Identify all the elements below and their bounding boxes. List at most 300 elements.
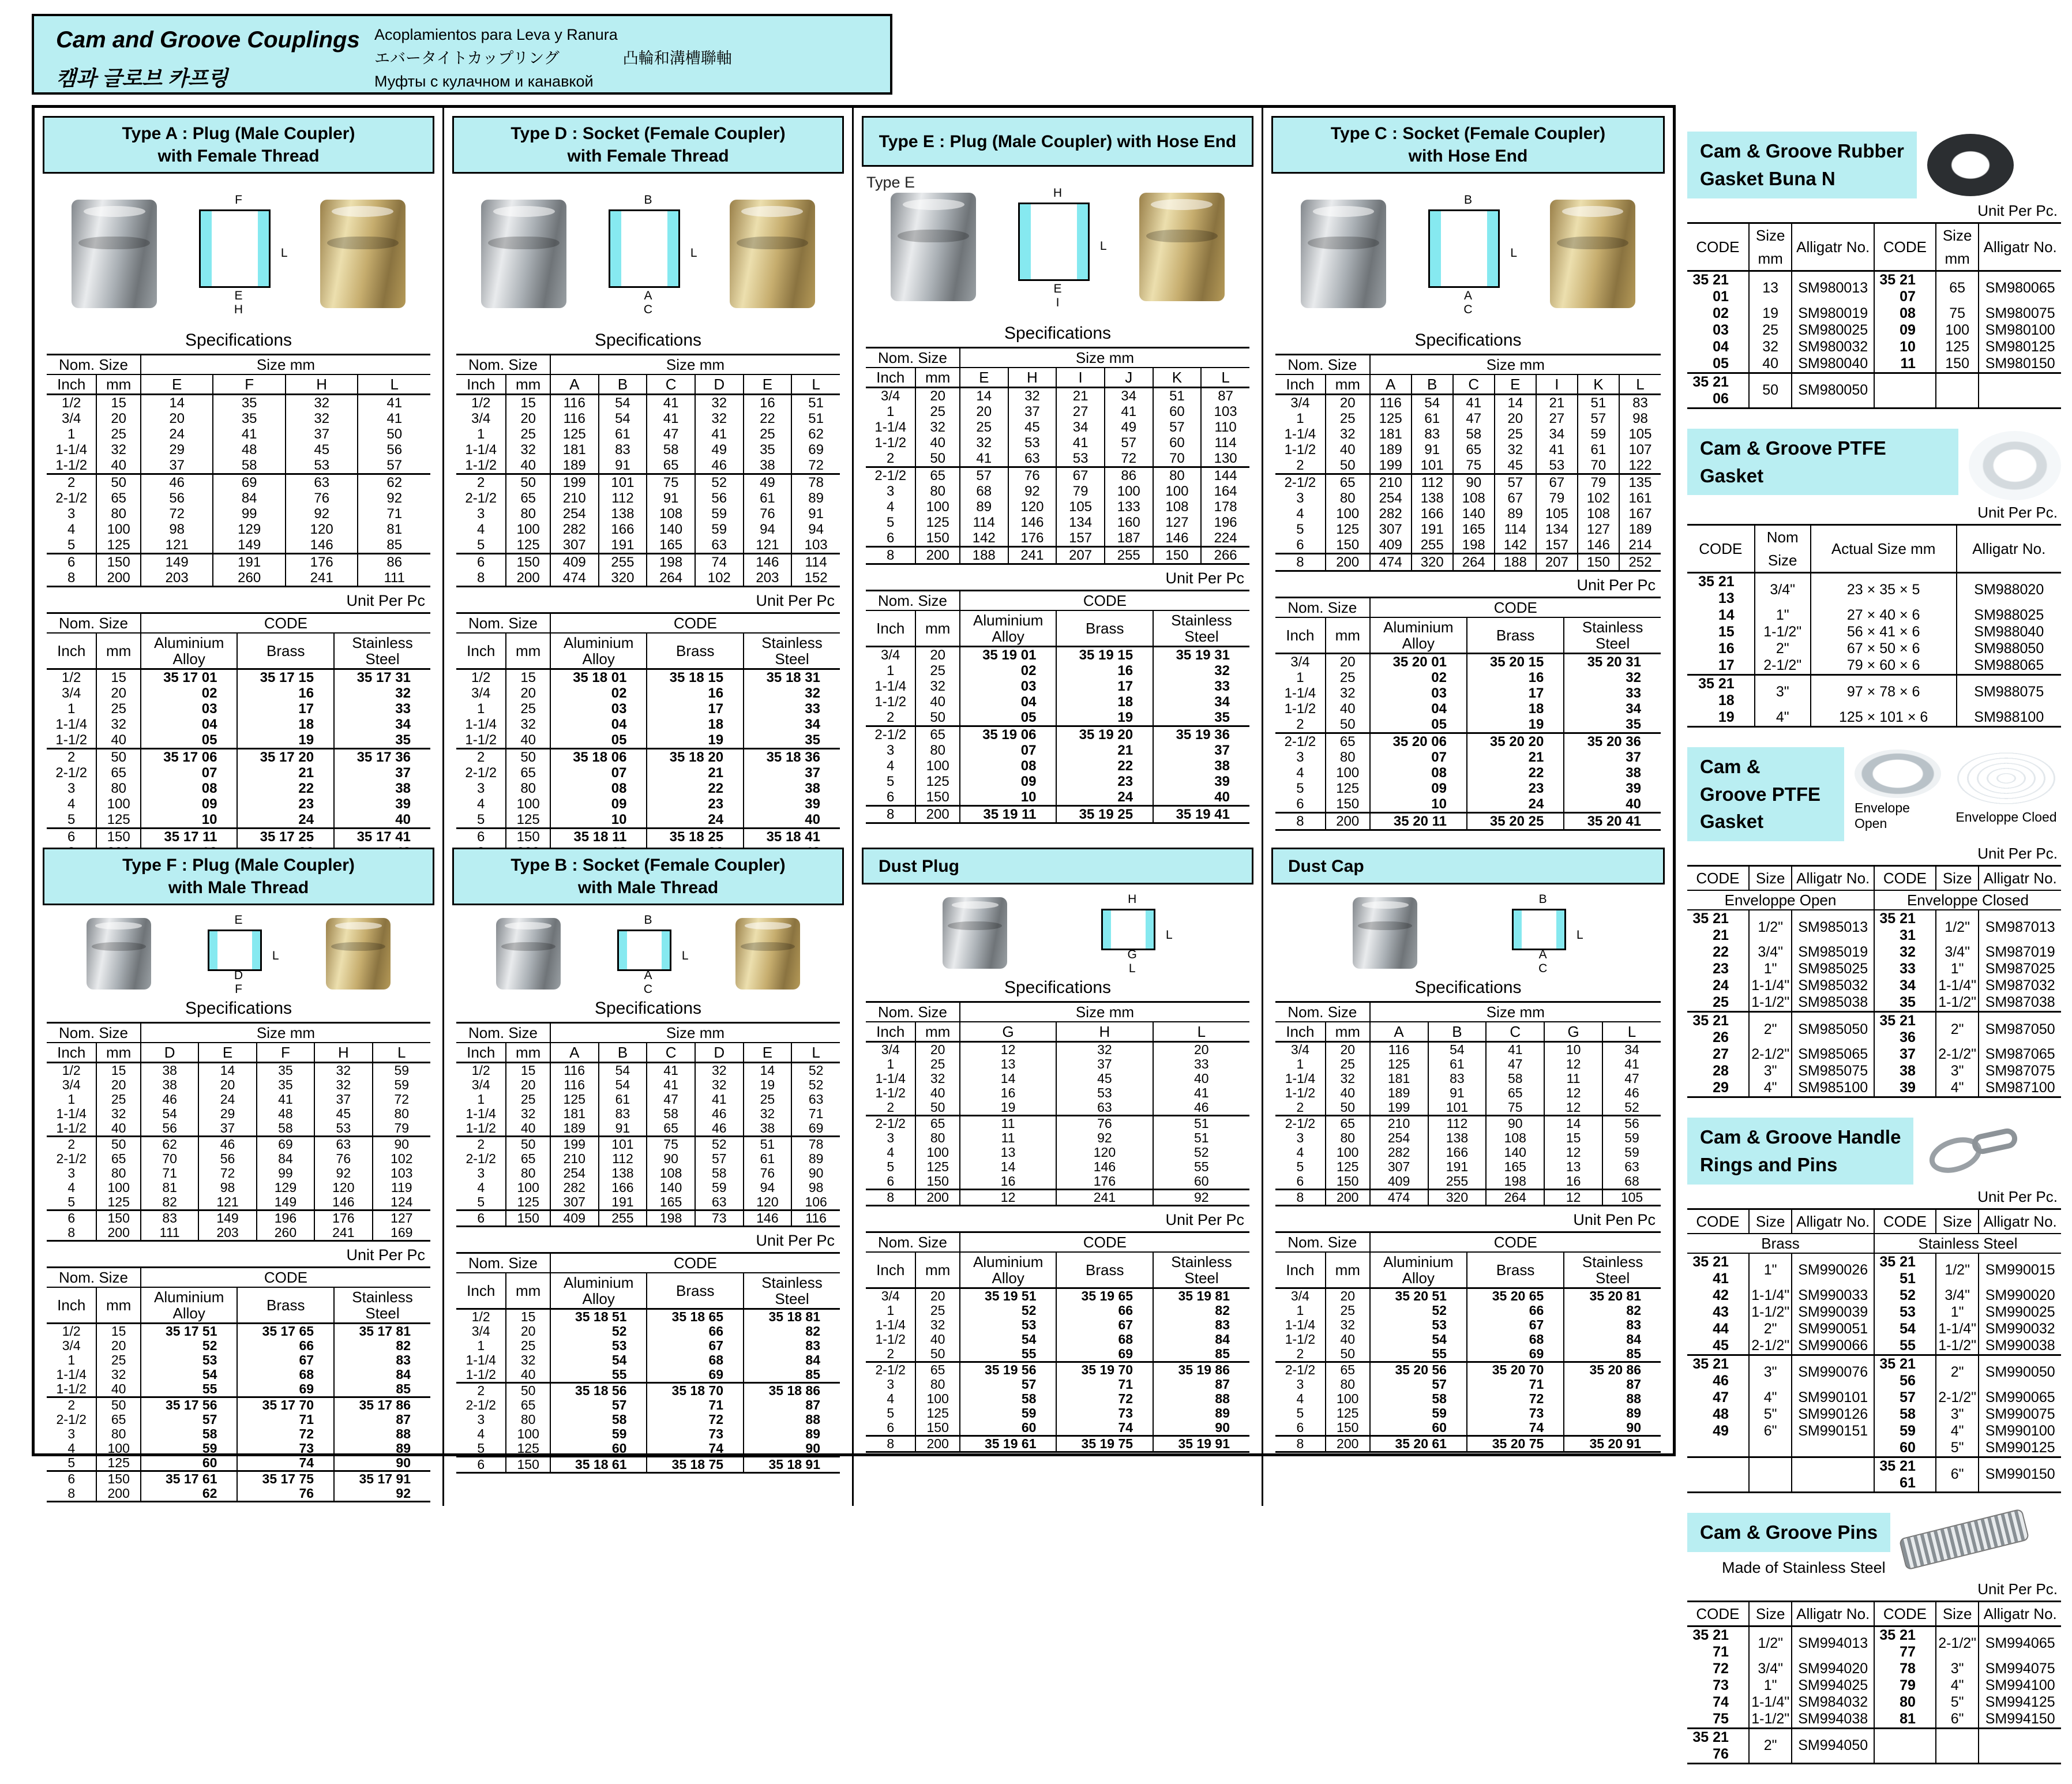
accessory-cell: 1" [1755,607,1811,624]
spec-cell: 101 [1412,458,1453,474]
spec-cell: 32 [695,1078,744,1092]
spec-cell: 50 [96,1137,140,1152]
spec-cell: 120 [1008,499,1057,515]
spec-cell: 254 [1370,1131,1428,1145]
inch-header: Inch [47,1043,96,1063]
spec-row [47,1225,430,1241]
spec-row [1275,1174,1661,1190]
spec-cell: 80 [506,1166,550,1180]
dimension-column-header: H [1056,1022,1153,1042]
size-cell: 150 [915,1421,959,1436]
accessory-column-header: Alligatr No. [1792,1209,1874,1234]
spec-cell: 32 [96,442,140,458]
panel-title [452,116,844,174]
order-code-cell: 40 [334,812,430,829]
order-code-cell: 72 [237,1427,334,1441]
accessory-cell: 2" [1936,1355,1979,1389]
size-cell: 1 [887,663,895,679]
size-cell: 1/2 [471,1309,490,1324]
spec-subheader-row [456,1043,840,1063]
spec-row [866,1100,1249,1116]
size-cell: 40 [96,1382,140,1397]
spec-cell: 25 [96,426,140,442]
order-code-cell: 52 [1370,1303,1467,1318]
code-header-row [456,1253,840,1273]
spec-cell: 1 [67,426,76,442]
spec-cell: 150 [506,554,550,571]
spec-row [456,1152,840,1166]
spec-cell: 54 [599,411,647,426]
order-code-cell: 10 [550,812,647,829]
code-subheader-row [866,1252,1249,1288]
accessory-cell: 3/4" [1755,572,1811,607]
spec-cell: 161 [1619,490,1661,506]
specifications-table [1275,1001,1661,1206]
spec-cell: 41 [647,1078,695,1092]
order-code-cell: 35 17 06 [141,749,238,766]
accessory-cell: SM994020 [1792,1661,1874,1677]
spec-cell: 5 [887,515,895,530]
accessory-column-header: Size mm [1749,223,1792,271]
spec-cell: 20 [506,1078,550,1092]
code-header-row [456,613,840,634]
order-code-cell: 35 19 61 [960,1436,1057,1452]
code-row [47,1412,430,1427]
order-code-cell: 72 [1713,1660,1729,1677]
accessory-cell: 4" [1749,1389,1792,1406]
order-code-cell: 32 [744,685,840,701]
accessory-cell: SM980019 [1792,305,1874,322]
order-code-cell: 35 21 18 [1687,674,1755,709]
size-cell: 50 [96,1397,140,1413]
order-code-cell: 35 17 75 [237,1471,334,1487]
spec-header-row [47,1023,430,1043]
spec-cell: 40 [1153,1071,1249,1086]
spec-cell: 157 [1536,537,1578,554]
accessory-subheader-row [1687,1234,2061,1253]
spec-cell: 41 [1105,404,1153,419]
dimension-label: L [681,949,689,962]
specifications-caption: Specifications [594,999,702,1018]
spec-cell: 54 [1428,1042,1487,1058]
accessory-cell: 6" [1936,1457,1979,1492]
spec-cell: 15 [506,1063,550,1078]
order-code-cell: 03 [1370,685,1467,701]
spec-cell: 21 [1536,395,1578,411]
accessory-row [1687,977,2061,994]
spec-cell: 41 [647,411,695,426]
dimension-column-header: A [1370,374,1412,395]
size-cell: 65 [96,1412,140,1427]
accessory-subheader: Enveloppe Closed [1874,890,2061,910]
size-cell: 25 [96,701,140,717]
spec-cell: 8 [477,570,485,586]
material-column-header: Brass [237,1287,334,1324]
size-cell: 100 [915,758,959,774]
product-panel-dust-cap [1263,839,1673,1506]
code-row [866,806,1249,823]
accessory-column-header: Nom Size [1755,524,1811,572]
spec-row [47,1121,430,1137]
size-cell: 65 [506,1398,550,1412]
dimension-column-header: I [1056,368,1105,388]
spec-cell: 125 [550,1092,599,1107]
spec-cell: 50 [358,426,430,442]
order-code-cell: 22 [1056,758,1153,774]
spec-cell: 2-1/2 [56,1151,87,1166]
panel-title [862,116,1253,167]
order-code-cell: 53 [1874,1304,1936,1321]
spec-cell: 191 [1412,522,1453,537]
spec-cell: 83 [599,1107,647,1121]
mm-header: mm [915,1252,959,1288]
spec-cell: 3 [887,484,895,499]
spec-cell: 13 [960,1057,1056,1071]
spec-cell: 106 [791,1195,840,1210]
accessory-cell: SM990065 [1979,1389,2061,1406]
spec-cell: 1-1/2 [874,435,907,451]
order-code-cell: 60 [1370,1421,1467,1436]
code-row [866,1392,1249,1406]
order-code-cell: 55 [550,1367,647,1383]
order-code-cell: 35 18 41 [744,829,840,845]
size-cell: 32 [96,1367,140,1382]
code-row [456,1398,840,1412]
spec-cell: 20 [96,411,140,426]
spec-cell: 58 [647,442,695,458]
material-column-header: Brass [237,633,334,669]
code-row [47,781,430,796]
material-column-header: Brass [1467,1252,1564,1288]
coupling-diagram [198,913,279,994]
spec-cell: 80 [1326,490,1370,506]
spec-row [456,1195,840,1210]
size-cell: 40 [915,1332,959,1347]
spec-cell: 76 [744,1166,792,1180]
order-code-cell: 89 [334,1441,430,1456]
code-subheader-row [1275,617,1661,654]
spec-cell: 53 [1056,451,1105,467]
code-table [1275,597,1661,831]
accessory-cell: SM987038 [1979,994,2061,1012]
code-row [47,1427,430,1441]
code-header: CODE [1370,598,1661,618]
spec-cell: 76 [1056,1116,1153,1131]
spec-row [47,522,430,537]
order-code-cell: 58 [141,1427,238,1441]
accessory-cell: 1" [1936,961,1979,977]
spec-cell: 98 [791,1180,840,1195]
spec-cell: 150 [96,554,140,571]
spec-cell: 89 [791,490,840,506]
unit-per-pc-label: Unit Per Pc [1165,569,1244,587]
accessory-cell: 1-1/2" [1749,1304,1792,1321]
spec-cell: 181 [550,1107,599,1121]
size-cell: 1-1/2 [1284,701,1316,717]
spec-cell: 189 [550,458,599,474]
spec-cell: 142 [960,530,1008,547]
spec-cell: 2 [456,474,506,491]
spec-cell: 181 [550,442,599,458]
spec-cell: 71 [791,1107,840,1121]
coupling-diagram [1092,893,1173,973]
code-row [47,749,430,766]
spec-cell: 37 [314,1092,372,1107]
spec-cell: 100 [1153,484,1202,499]
spec-cell: 11 [960,1116,1056,1131]
accessory-cell: SM987019 [1979,944,2061,961]
accessory-table [1687,1601,2061,1764]
code-row [456,1367,840,1383]
size-cell: 32 [506,717,550,732]
spec-cell: 46 [1602,1086,1661,1100]
code-row [866,1318,1249,1332]
spec-cell: 282 [550,1180,599,1195]
spec-cell: 51 [744,1137,792,1152]
dimension-column-header: B [599,374,647,395]
dimension-label: B [1538,893,1547,906]
spec-cell: 255 [1428,1174,1487,1190]
spec-cell: 124 [373,1195,430,1210]
order-code-cell: 21 [647,765,744,781]
code-row [866,774,1249,789]
size-cell: 80 [915,1377,959,1392]
order-code-cell: 34 [1564,701,1661,717]
accessory-column-header: CODE [1687,1209,1749,1234]
size-cell: 25 [915,663,959,679]
order-code-cell: 67 [1467,1318,1564,1332]
material-column-header: Brass [1056,1252,1153,1288]
dimension-label: A [644,289,652,302]
diagram-cross-section [1428,209,1500,288]
size-cell: 80 [1326,749,1370,765]
spec-cell: 41 [647,1063,695,1078]
spec-cell: 3/4 [471,411,491,426]
order-code-cell: 10 [1370,796,1467,813]
accessory-cell: SM990100 [1979,1423,2061,1440]
envelope-closed-gasket-icon [1951,749,2061,807]
spec-cell: 1-1/2 [1284,442,1316,458]
spec-cell: 47 [1453,411,1495,426]
accessory-ptfe-envelope-gasket [1687,747,2061,1099]
spec-cell: 86 [358,554,430,571]
spec-row [47,426,430,442]
order-code-cell: 47 [1713,1389,1729,1406]
order-code-cell: 55 [1874,1337,1936,1355]
material-column-header: Stainless Steel [334,1287,430,1324]
order-code-cell: 21 [1467,749,1564,765]
spec-cell: 264 [647,570,695,587]
accessory-cell: 1-1/2" [1755,624,1811,640]
spec-row [456,1180,840,1195]
order-code-cell: 74 [1467,1421,1564,1436]
spec-cell: 120 [1056,1145,1153,1160]
dimension-column-header: E [744,374,792,395]
mm-header: mm [96,374,140,395]
spec-cell: 29 [198,1107,256,1121]
code-row [866,679,1249,694]
size-cell: 80 [506,1412,550,1427]
spec-cell: 27 [1536,411,1578,426]
spec-cell: 125 [96,537,140,554]
accessory-subheader-row [1687,890,2061,910]
size-cell: 1-1/4 [55,717,88,732]
accessory-cell: 1-1/4" [1936,1321,1979,1337]
spec-row [456,458,840,474]
image-caption: Enveloppe Cloed [1955,809,2057,824]
specifications-caption: Specifications [1004,978,1112,997]
order-code-cell: 35 19 15 [1056,647,1153,664]
accessory-cell: SM990050 [1979,1355,2061,1389]
spec-cell: 165 [647,537,695,554]
order-code-cell: 35 18 86 [744,1383,840,1399]
code-row [456,812,840,829]
accessory-title-line: Cam & Groove Handle [1700,1126,1901,1148]
order-code-cell: 82 [1564,1303,1661,1318]
order-code-cell: 16 [237,685,334,701]
spec-cell: 12 [1544,1190,1602,1206]
order-code-cell: 11 [1874,355,1936,373]
order-code-cell: 37 [1874,1046,1936,1063]
accessory-cell: SM985075 [1792,1063,1874,1080]
order-code-cell: 54 [960,1332,1057,1347]
order-code-cell: 53 [550,1339,647,1353]
coupling-photo-steel [891,193,976,301]
spec-cell: 127 [373,1210,430,1226]
spec-cell: 260 [257,1225,314,1241]
spec-cell: 100 [1326,1145,1370,1160]
spec-cell: 198 [647,554,695,571]
code-row [1275,1421,1661,1436]
nom-size-header: Nom. Size [456,355,550,375]
spec-cell: 108 [1578,506,1619,522]
spec-cell: 57 [1578,411,1619,426]
spec-cell: 80 [1153,467,1202,484]
order-code-cell: 54 [141,1367,238,1382]
spec-cell: 149 [141,554,213,571]
accessory-row [1687,1711,2061,1729]
spec-cell: 32 [1326,426,1370,442]
accessory-table [1687,524,2061,728]
panel-title-line: Type B : Socket (Female Coupler) [511,856,786,875]
product-images [858,173,1257,321]
accessory-cell: 1" [1749,961,1792,977]
spec-row [47,1063,430,1078]
order-code-cell: 66 [1056,1303,1153,1318]
order-code-cell: 34 [334,717,430,732]
size-mm-header: Size mm [550,355,840,375]
dimension-column-header: F [213,374,286,395]
order-code-cell: 74 [1713,1693,1729,1710]
code-row [866,789,1249,806]
spec-cell: 103 [1201,404,1249,419]
accessory-cell: 3/4" [1749,944,1792,961]
spec-cell: 70 [1153,451,1202,467]
coupling-photo-steel [481,200,566,308]
accessory-row [1687,607,2061,624]
size-cell: 3/4 [881,1288,900,1303]
order-code-cell: 09 [550,796,647,812]
spec-cell: 125 [1326,1160,1370,1174]
spec-cell: 91 [1428,1086,1487,1100]
spec-cell: 146 [744,554,792,571]
spec-cell: 125 [1370,411,1412,426]
code-table [456,1252,840,1474]
spec-cell: 15 [1544,1131,1602,1145]
spec-cell: 91 [599,458,647,474]
order-code-cell: 22 [1467,765,1564,781]
code-row [1275,733,1661,750]
spec-cell: 61 [599,1092,647,1107]
accessory-column-header: Alligatr No. [1979,1601,2061,1626]
mm-header: mm [915,1022,959,1042]
spec-cell: 41 [1056,435,1105,451]
accessory-row [1687,944,2061,961]
order-code-cell: 33 [1564,685,1661,701]
order-code-cell: 09 [960,774,1057,789]
spec-cell: 80 [96,1166,140,1180]
order-code-cell: 35 18 15 [647,669,744,686]
panel-title [43,116,434,174]
code-row [456,1427,840,1441]
spec-cell: 189 [1619,522,1661,537]
size-cell: 8 [67,1486,76,1501]
dimension-column-header: A [1370,1022,1428,1042]
spec-cell: 196 [1201,515,1249,530]
spec-cell: 52 [695,1137,744,1152]
dimension-label: C [643,303,653,316]
accessory-cell: 4" [1936,1080,1979,1097]
order-code-cell: 03 [141,701,238,717]
spec-cell: 32 [506,1107,550,1121]
code-row [1275,1377,1661,1392]
spec-cell: 1 [887,1056,895,1071]
accessory-row [1687,709,2061,727]
spec-header-row [47,355,430,375]
spec-row [47,537,430,554]
material-column-header: Stainless Steel [334,633,430,669]
spec-cell: 65 [647,1121,695,1137]
spec-cell: 16 [1544,1174,1602,1190]
spec-cell: 266 [1201,547,1249,564]
accessory-row [1687,1321,2061,1337]
code-row [456,717,840,732]
spec-cell: 6 [456,1210,506,1227]
order-code-cell: 38 [1874,1063,1936,1080]
accessory-row [1687,1423,2061,1440]
order-code-cell: 19 [647,732,744,749]
spec-cell: 72 [141,506,213,522]
spec-cell: 63 [1602,1160,1661,1174]
code-row [1275,654,1661,670]
spec-cell: 1-1/2 [55,458,88,473]
order-code-cell: 34 [1874,977,1936,994]
order-code-cell: 35 20 75 [1467,1436,1564,1452]
size-cell: 200 [915,806,959,823]
spec-cell: 200 [915,1190,959,1206]
specifications-table [456,354,840,587]
order-code-cell: 71 [1467,1377,1564,1392]
spec-cell: 125 [506,537,550,554]
diagram-cross-section [199,209,271,288]
unit-per-pc-label: Unit Per Pc [346,592,425,609]
spec-row [47,490,430,506]
spec-cell: 3 [887,1130,895,1145]
spec-cell: 6 [887,1174,895,1189]
panel-column [1263,108,1673,1506]
spec-cell: 264 [1486,1190,1544,1206]
spec-cell: 25 [744,1092,792,1107]
